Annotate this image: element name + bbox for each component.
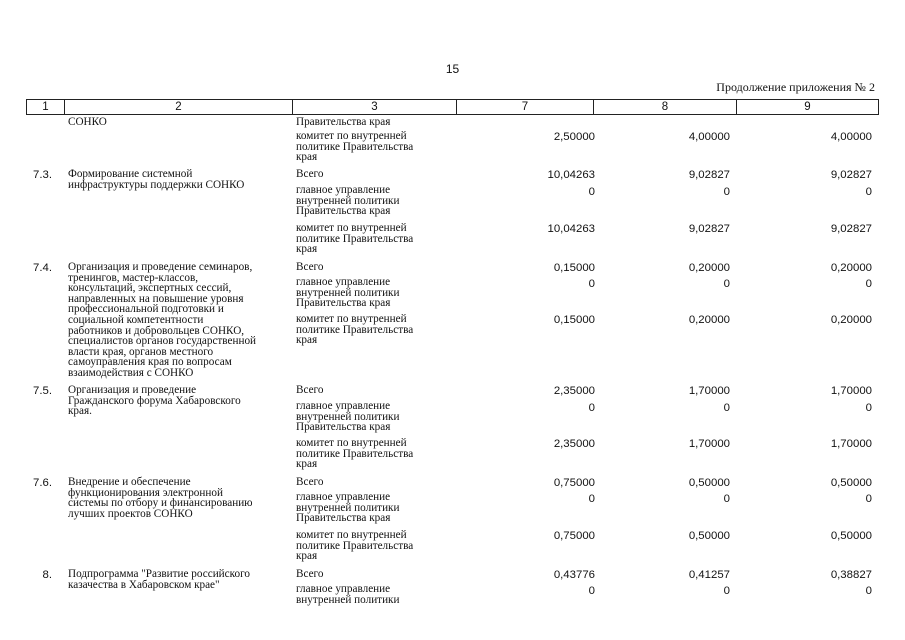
executor-cell: комитет по внутренней политике Правительства края <box>296 222 414 256</box>
activity-name: Организация и проведение Гражданского форума Хабаровского края. <box>68 384 241 418</box>
executor-cell: комитет по внутренней политике Правительства края <box>296 437 414 471</box>
value-col-8: 9,02827 <box>688 223 730 235</box>
executor-cell: главное управление внутренней политики Правительства края <box>296 491 400 525</box>
executor-cell: Всего <box>296 476 324 488</box>
value-col-8: 0 <box>723 278 730 290</box>
value-col-7: 0,75000 <box>553 530 595 542</box>
value-col-9: 0,20000 <box>830 314 872 326</box>
value-col-8: 0 <box>723 585 730 597</box>
activity-name: Подпрограмма "Развитие российского казачества в Хабаровском крае" <box>68 568 250 591</box>
value-col-7: 0,75000 <box>553 477 595 489</box>
value-col-9: 0,20000 <box>830 262 872 274</box>
value-col-9: 0,38827 <box>830 569 872 581</box>
row-number: 7.3. <box>33 169 52 181</box>
value-col-8: 0,20000 <box>688 314 730 326</box>
value-col-8: 4,00000 <box>688 131 730 143</box>
value-col-7: 0 <box>588 493 595 505</box>
executor-cell: главное управление внутренней политики Правительства края <box>296 184 400 218</box>
value-col-7: 10,04263 <box>547 223 595 235</box>
value-col-9: 0,50000 <box>830 530 872 542</box>
value-col-9: 9,02827 <box>830 223 872 235</box>
value-col-7: 2,35000 <box>553 385 595 397</box>
activity-name: Формирование системной инфраструктуры поддержки СОНКО <box>68 168 245 191</box>
row-number: 8. <box>42 569 52 581</box>
value-col-7: 10,04263 <box>547 169 595 181</box>
executor-cell: Всего <box>296 261 324 273</box>
value-col-8: 1,70000 <box>688 438 730 450</box>
activity-name: СОНКО <box>68 116 107 128</box>
value-col-9: 0 <box>865 278 872 290</box>
header-row <box>27 100 879 115</box>
value-col-7: 0,15000 <box>553 314 595 326</box>
executor-cell: Правительства края <box>296 116 391 128</box>
value-col-9: 0 <box>865 493 872 505</box>
value-col-8: 0 <box>723 186 730 198</box>
value-col-8: 0,50000 <box>688 477 730 489</box>
header-col-9: 9 <box>737 100 879 115</box>
value-col-9: 0 <box>865 186 872 198</box>
page-number: 15 <box>445 62 460 76</box>
executor-cell: главное управление внутренней политики Правительства края <box>296 276 400 310</box>
value-col-8: 0,20000 <box>688 262 730 274</box>
value-col-8: 1,70000 <box>688 385 730 397</box>
executor-cell: комитет по внутренней политике Правительства края <box>296 130 414 164</box>
value-col-7: 2,35000 <box>553 438 595 450</box>
value-col-7: 0,43776 <box>553 569 595 581</box>
value-col-9: 0 <box>865 402 872 414</box>
executor-cell: Всего <box>296 168 324 180</box>
value-col-9: 4,00000 <box>830 131 872 143</box>
value-col-7: 0 <box>588 402 595 414</box>
value-col-8: 0,50000 <box>688 530 730 542</box>
row-number: 7.4. <box>33 262 52 274</box>
table-header <box>26 99 879 115</box>
activity-name: Организация и проведение семинаров, тренингов, мастер-классов, консультаций, экспертных сессий, направленных на повышение уровня профессиональной подготовки и социальной компетентности работников и добровольцев СОНКО, специалистов органов государственной власти края, органов местного самоуправления края по вопросам взаимодействия с СОНКО <box>68 261 257 379</box>
value-col-7: 0 <box>588 186 595 198</box>
value-col-9: 1,70000 <box>830 385 872 397</box>
header-col-3: 3 <box>293 100 457 115</box>
header-col-1: 1 <box>27 100 65 115</box>
value-col-9: 9,02827 <box>830 169 872 181</box>
continuation-label: Продолжение приложения № 2 <box>716 80 875 94</box>
value-col-8: 0 <box>723 493 730 505</box>
executor-cell: Всего <box>296 568 324 580</box>
row-number: 7.6. <box>33 477 52 489</box>
header-col-8: 8 <box>594 100 737 115</box>
row-number: 7.5. <box>33 385 52 397</box>
value-col-8: 0 <box>723 402 730 414</box>
value-col-7: 0 <box>588 585 595 597</box>
value-col-9: 0,50000 <box>830 477 872 489</box>
executor-cell: комитет по внутренней политике Правительства края <box>296 529 414 563</box>
executor-cell: главное управление внутренней политики <box>296 583 400 606</box>
value-col-7: 0,15000 <box>553 262 595 274</box>
executor-cell: комитет по внутренней политике Правительства края <box>296 313 414 347</box>
value-col-8: 9,02827 <box>688 169 730 181</box>
value-col-7: 2,50000 <box>553 131 595 143</box>
value-col-7: 0 <box>588 278 595 290</box>
value-col-9: 1,70000 <box>830 438 872 450</box>
executor-cell: главное управление внутренней политики Правительства края <box>296 400 400 434</box>
activity-name: Внедрение и обеспечение функционирования электронной системы по отбору и финансированию лучших проектов СОНКО <box>68 476 253 520</box>
value-col-9: 0 <box>865 585 872 597</box>
value-col-8: 0,41257 <box>688 569 730 581</box>
executor-cell: Всего <box>296 384 324 396</box>
header-col-2: 2 <box>65 100 293 115</box>
header-col-7: 7 <box>457 100 594 115</box>
